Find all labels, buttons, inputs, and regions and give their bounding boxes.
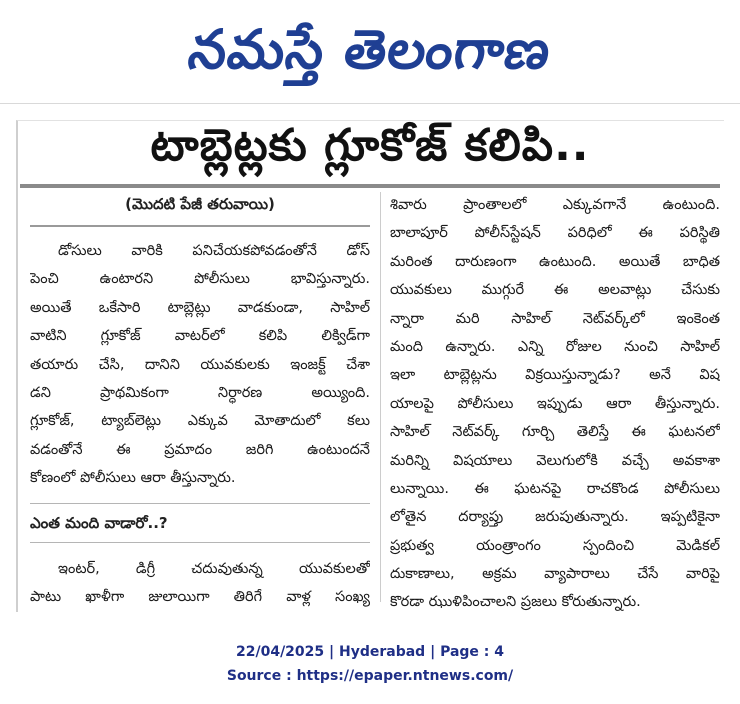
left-paragraph-1 (30, 237, 370, 493)
subheading-rule-bottom (30, 542, 370, 543)
text-line: వడంతోనే ఈ ప్రమాదం జరిగి ఉంటుందనే (30, 441, 370, 458)
text-line: మంది ఉన్నారు. ఎన్ని రోజుల నుంచి సాహిల్ (390, 338, 720, 355)
masthead (0, 0, 740, 100)
text-line: పాటు ఖాళీగా జులాయిగా తిరిగే వాళ్ల సంఖ్య (30, 588, 370, 605)
text-line: ఇలా టాబ్లెట్లను విక్రయిస్తున్నాడు? అనే విష (390, 367, 720, 384)
right-column (390, 191, 720, 617)
text-line: పెంచి ఉంటారని పోలీసులు భావిస్తున్నారు. (30, 271, 370, 288)
text-line: కోణంలో పోలీసులు ఆరా తీస్తున్నారు. (30, 470, 236, 487)
lead-rule (30, 225, 370, 227)
subheading: ఎంత మంది వాడారో..? (30, 513, 168, 532)
text-line: లోతైన దర్యాప్తు జరుపుతున్నారు. ఇప్పటికైనా (390, 509, 720, 526)
text-line: యువకులు ముగ్గురే ఈ అలవాట్లు చేసుకు (390, 282, 720, 299)
headline-rule (20, 184, 720, 188)
masthead-divider (0, 103, 740, 104)
text-line: న్నారా మరి సాహిల్ నెట్‌వర్క్‌లో ఇంకెంత (390, 310, 720, 327)
continuation-note: (మొదటి పేజీ తరువాయి) (125, 195, 275, 213)
dateline: 22/04/2025 | Hyderabad | Page : 4 (235, 644, 505, 660)
text-line: మరిన్ని విషయాలు వెలుగులోకి వచ్చే అవకాశా (390, 452, 720, 469)
text-line: డని ప్రాథమికంగా నిర్ధారణ అయ్యింది. (30, 384, 370, 401)
footer (0, 640, 740, 688)
subheading-rule-top (30, 503, 370, 504)
newspaper-logo: నమస్తే తెలంగాణ (184, 18, 556, 81)
text-line: యాలపై పోలీసులు ఇప్పుడు ఆరా తీస్తున్నారు. (390, 395, 720, 412)
left-column (30, 191, 370, 611)
text-line: ఇంటర్, డిగ్రీ చదువుతున్న యువకులతో (58, 560, 370, 577)
text-line: బాలాపూర్ పోలీస్‌స్టేషన్ పరిధిలో ఈ పరిస్థితి (390, 225, 720, 242)
article-headline: టాబ్లెట్లకు గ్లూకోజ్ కలిపి.. (150, 120, 590, 171)
text-line: శివారు ప్రాంతాలలో ఎక్కువగానే ఉంటుంది. (390, 197, 720, 213)
text-line: గ్లూకోజ్, ట్యాబ్‌లెట్లు ఎక్కువ మోతాదులో కలు (30, 413, 370, 430)
text-line: డోసులు వారికి పనిచేయకపోవడంతోనే డోస్ (58, 243, 370, 259)
column-divider (380, 192, 381, 602)
left-paragraph-2 (30, 555, 370, 612)
text-line: దుకాణాలు, అక్రమ వ్యాపారాలు చేసే వారిపై (390, 566, 720, 583)
text-line: తయారు చేసి, దానిని యువకులకు ఇంజక్ట్ చేశా (30, 356, 370, 373)
source-line: Source : https://epaper.ntnews.com/ (226, 668, 514, 684)
text-line: సాహిల్ నెట్‌వర్క్ గూర్చి తెలిస్తే ఈ ఘటనలో (390, 424, 720, 441)
text-line: వాటిని గ్లూకోజ్ వాటర్‌లో కలిపి లిక్విడ్‌గా (30, 328, 370, 345)
text-line: అయితే ఒకేసారి టాబ్లెట్లు వాడకుండా, సాహిల్ (30, 299, 370, 316)
text-line: కొరడా ఝుళిపించాలని ప్రజలు కోరుతున్నారు. (390, 594, 641, 611)
text-line: ప్రభుత్వ యంత్రాంగం స్పందించి మెడికల్ (390, 537, 720, 554)
text-line: మరింత దారుణంగా ఉంటుంది. అయితే బాధిత (390, 253, 720, 270)
text-line: లున్నాయి. ఈ ఘటనపై రాచకొండ పోలీసులు (390, 480, 720, 497)
